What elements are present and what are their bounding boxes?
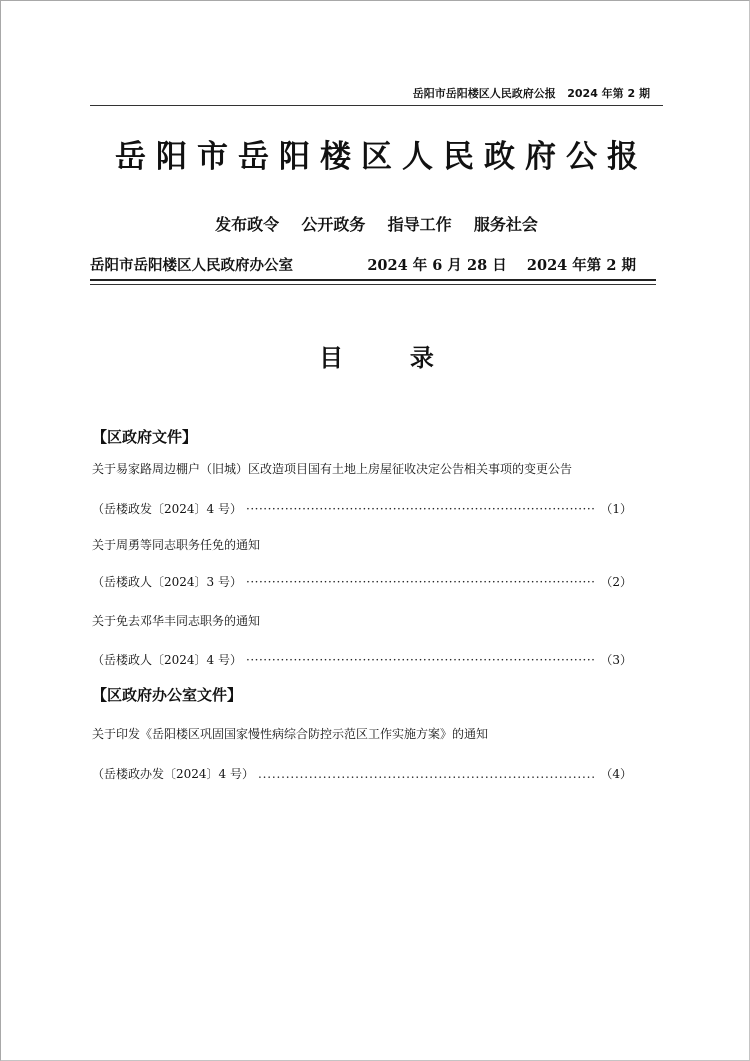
dot-leader (246, 500, 596, 518)
toc-entry-title[interactable]: 关于易家路周边棚户（旧城）区改造项目国有土地上房屋征收决定公告相关事项的变更公告 (92, 462, 573, 476)
masthead-slogan: 发布政令 公开政务 指导工作 服务社会 (215, 215, 538, 234)
toc-entry-doc-number: （岳楼政发〔2024〕4 号） (92, 502, 242, 516)
toc-entry-page: （2） (600, 575, 632, 589)
toc-entry-doc-number: （岳楼政办发〔2024〕4 号） (92, 767, 254, 781)
running-header (90, 87, 663, 101)
issue-date-number: 2024 年 6 月 28 日 2024 年第 2 期 (367, 257, 636, 274)
toc-entry-title[interactable]: 关于周勇等同志职务任免的通知 (92, 538, 261, 552)
running-header-publication: 岳阳市岳阳楼区人民政府公报 (412, 87, 556, 100)
toc-entry-title[interactable]: 关于印发《岳阳楼区巩固国家慢性病综合防控示范区工作实施方案》的通知 (92, 727, 489, 741)
toc-entry-page: （3） (600, 653, 632, 667)
masthead-double-rule (90, 279, 656, 285)
toc-title: 目 录 (319, 343, 434, 372)
dot-leader (246, 651, 596, 669)
running-header-spacer (556, 87, 568, 100)
issuing-office: 岳阳市岳阳楼区人民政府办公室 (90, 258, 293, 274)
toc-entry-doc-number: （岳楼政人〔2024〕4 号） (92, 653, 242, 667)
toc-entry-doc-number: （岳楼政人〔2024〕3 号） (92, 575, 242, 589)
toc-entry-title[interactable]: 关于免去邓华丰同志职务的通知 (92, 614, 261, 628)
toc-entry-reference[interactable] (92, 651, 632, 669)
toc-entry-page: （4） (600, 767, 632, 781)
masthead-title: 岳阳市岳阳楼区人民政府公报 (115, 139, 648, 175)
toc-entry-reference[interactable] (92, 573, 632, 591)
toc-entry-reference[interactable] (92, 765, 632, 783)
issue-line (90, 256, 656, 276)
toc-section-heading: 【区政府办公室文件】 (92, 686, 243, 704)
header-rule (90, 105, 663, 106)
dot-leader (258, 765, 596, 783)
toc-section-heading: 【区政府文件】 (92, 428, 198, 446)
toc-entry-page: （1） (600, 502, 632, 516)
running-header-issue: 2024 年第 2 期 (567, 87, 650, 100)
toc-entry-reference[interactable] (92, 500, 632, 518)
dot-leader (246, 573, 596, 591)
